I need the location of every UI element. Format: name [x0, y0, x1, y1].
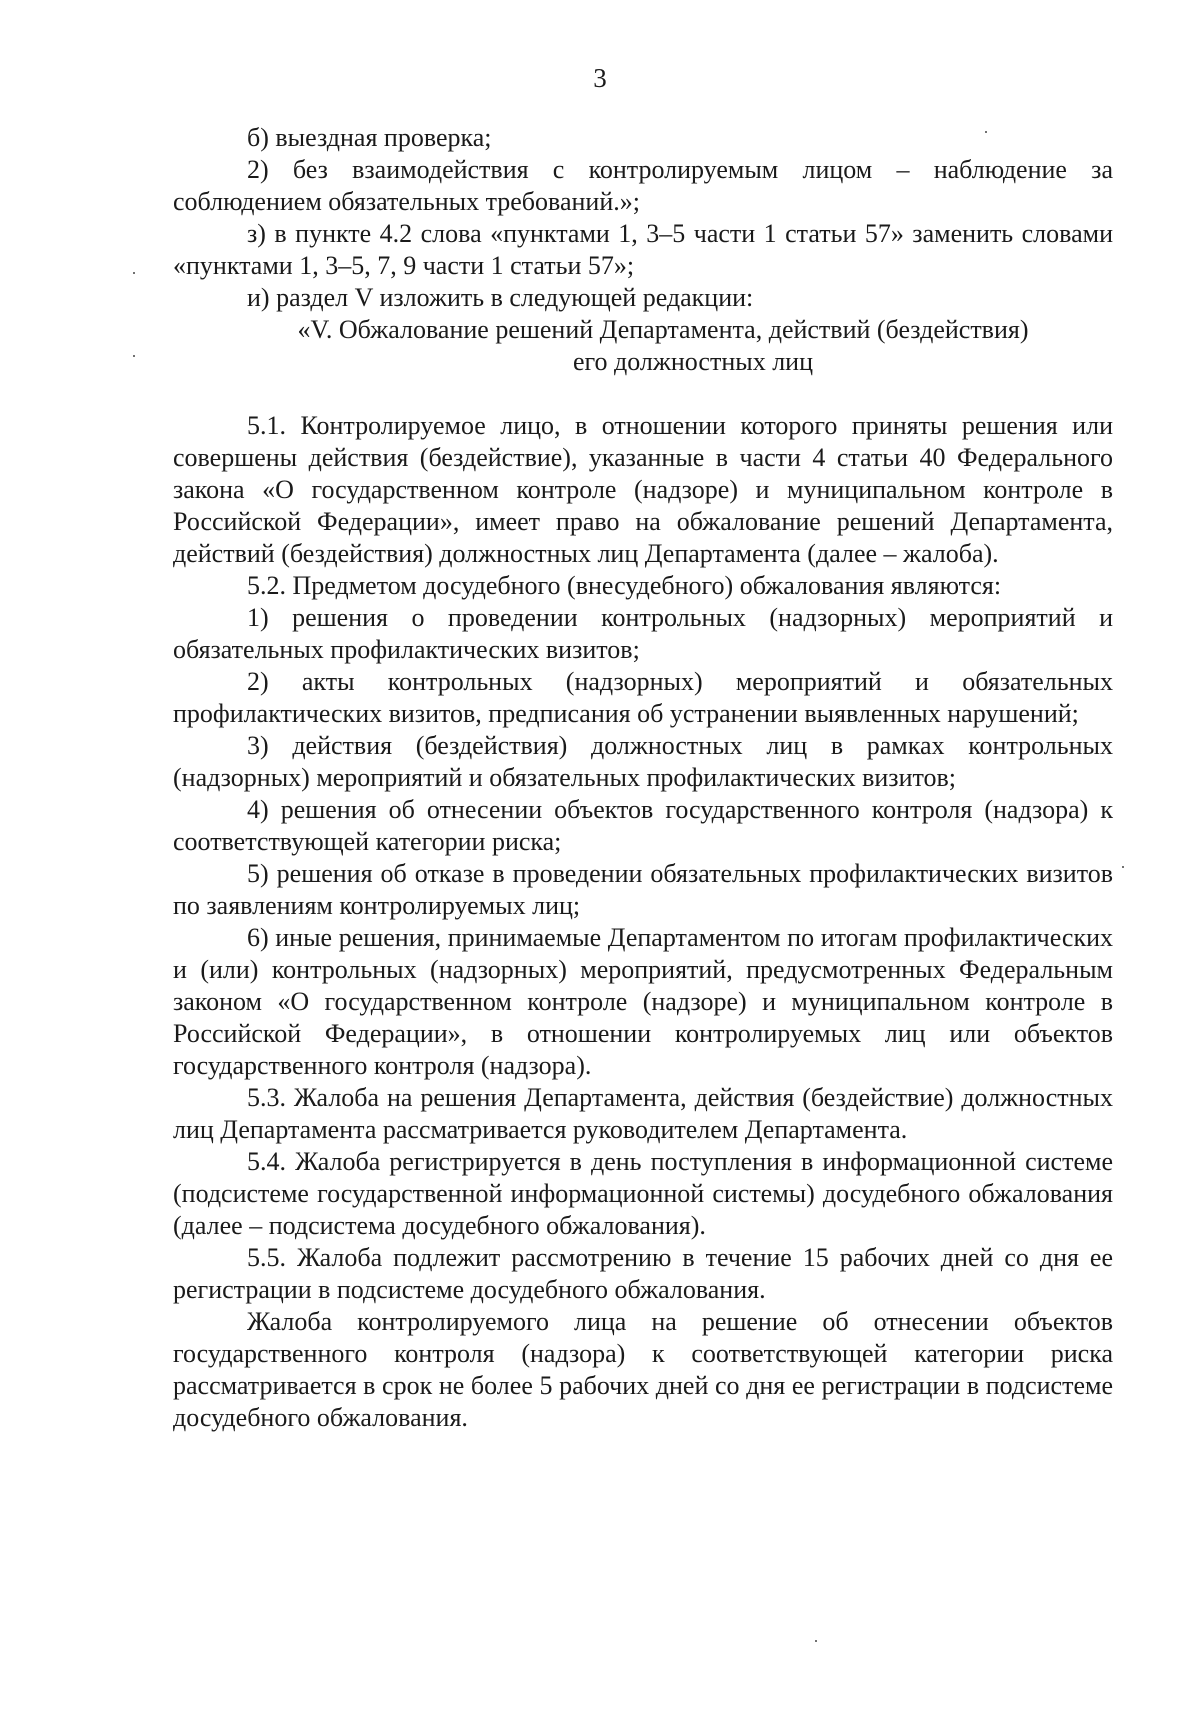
spacer [173, 378, 1113, 410]
list-item-6: 6) иные решения, принимаемые Департаментом по итогам профилактических и (или) контрольных (надзорных) мероприятий, предусмотренных Федеральным законом «О государственном контроле (надзоре) и муниципальном контроле в Российской Федерации», в отношении контролируемых лиц или объектов государственного контроля (надзора). [173, 923, 1113, 1080]
scan-speck [1122, 866, 1124, 868]
paragraph-5-1: 5.1. Контролируемое лицо, в отношении которого приняты решения или совершены действия (бездействие), указанные в части 4 статьи 40 Федерального закона «О государственном контроле (надзоре) и муниципальном контроле в Российской Федерации», имеет право на обжалование решений Департамента, действий (бездействия) должностных лиц Департамента (далее – жалоба). [173, 411, 1113, 568]
page-number: 3 [593, 63, 607, 93]
paragraph-5-4: 5.4. Жалоба регистрируется в день поступления в информационной системе (подсистеме государственной информационной системы) досудебного обжалования (далее – подсистема досудебного обжалования). [173, 1147, 1113, 1240]
list-item-4: 4) решения об отнесении объектов государственного контроля (надзора) к соответствующей категории риска; [173, 795, 1113, 856]
section-heading-line2: его должностных лиц [572, 347, 814, 376]
paragraph-5-5: 5.5. Жалоба подлежит рассмотрению в течение 15 рабочих дней со дня ее регистрации в подсистеме досудебного обжалования. [173, 1243, 1113, 1304]
paragraph-i-section-v: и) раздел V изложить в следующей редакции: [247, 283, 754, 312]
list-item-5: 5) решения об отказе в проведении обязательных профилактических визитов по заявлениям контролируемых лиц; [173, 859, 1113, 920]
paragraph-z-amendment: з) в пункте 4.2 слова «пунктами 1, 3–5 части 1 статьи 57» заменить словами «пунктами 1, 3–5, 7, 9 части 1 статьи 57»; [173, 219, 1113, 280]
list-item-2: 2) акты контрольных (надзорных) мероприятий и обязательных профилактических визитов, предписания об устранении выявленных нарушений; [173, 667, 1113, 728]
paragraph-risk-category-complaint: Жалоба контролируемого лица на решение об отнесении объектов государственного контроля (надзора) к соответствующей категории риска рассматривается в срок не более 5 рабочих дней со дня ее регистрации в подсистеме досудебного обжалования. [173, 1307, 1113, 1432]
scan-speck [133, 272, 135, 274]
scan-speck [815, 1640, 817, 1642]
document-body [173, 122, 1113, 1434]
paragraph-5-2: 5.2. Предметом досудебного (внесудебного) обжалования являются: [247, 571, 1002, 600]
paragraph-2-observation: 2) без взаимодействия с контролируемым лицом – наблюдение за соблюдением обязательных требований.»; [173, 155, 1113, 216]
list-item-1: 1) решения о проведении контрольных (надзорных) мероприятий и обязательных профилактических визитов; [173, 603, 1113, 664]
section-heading-line1: «V. Обжалование решений Департамента, действий (бездействия) [297, 315, 1029, 344]
paragraph-b-onsite-inspection: б) выездная проверка; [247, 123, 492, 152]
paragraph-5-3: 5.3. Жалоба на решения Департамента, действия (бездействие) должностных лиц Департамента рассматривается руководителем Департамента. [173, 1083, 1113, 1144]
scan-speck [985, 131, 987, 133]
list-item-3: 3) действия (бездействия) должностных лиц в рамках контрольных (надзорных) мероприятий и обязательных профилактических визитов; [173, 731, 1113, 792]
scan-speck [133, 355, 135, 357]
